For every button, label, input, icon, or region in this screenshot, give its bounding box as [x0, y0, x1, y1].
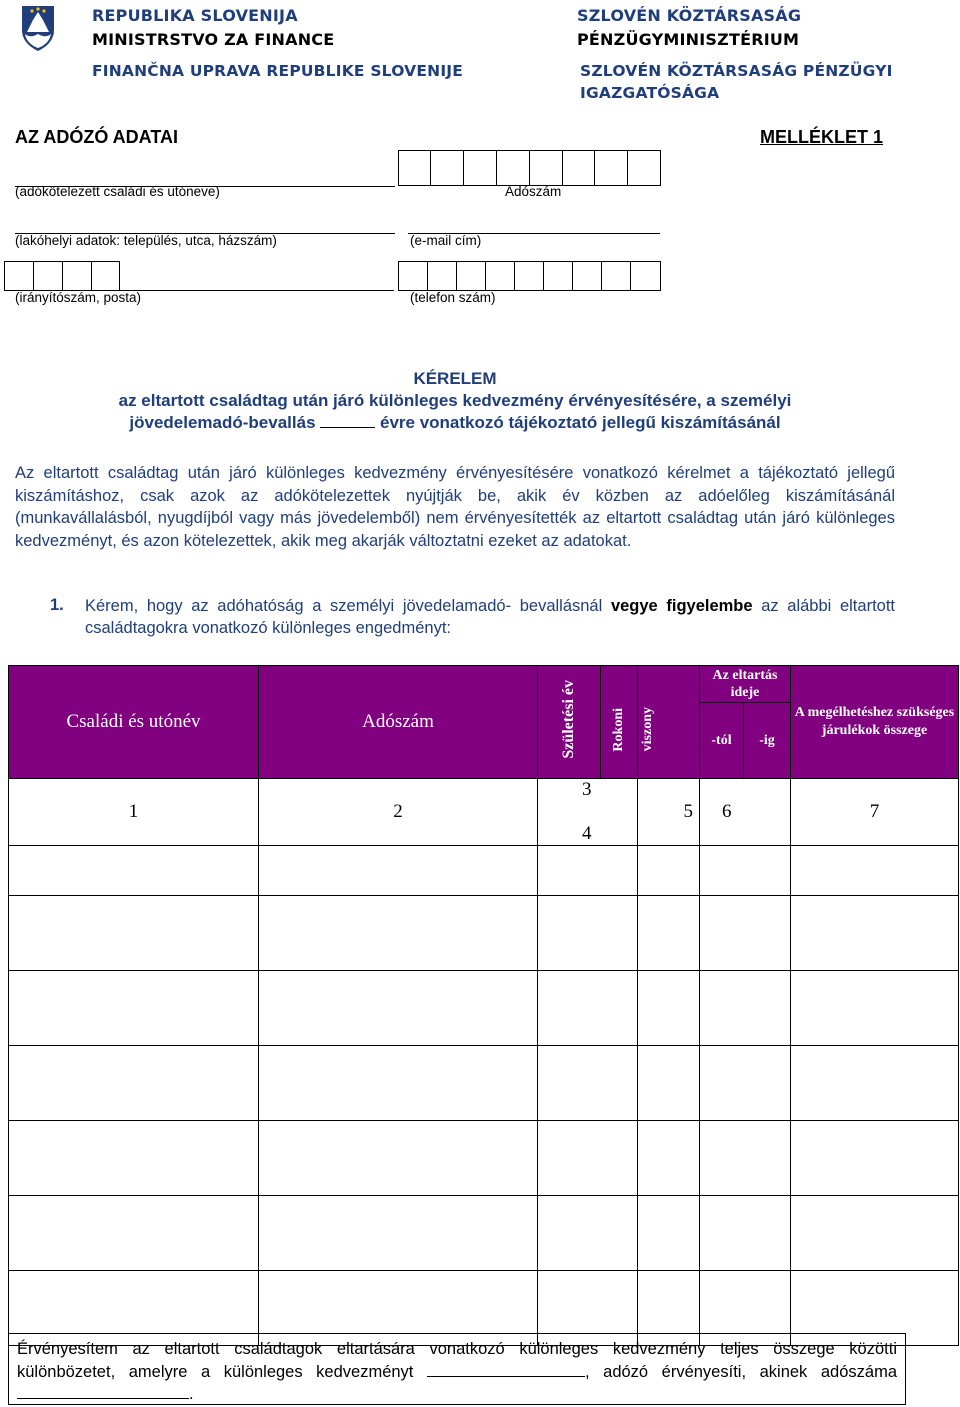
col-relation-header: [601, 666, 638, 779]
col-number-4: 4: [582, 823, 592, 844]
request-title: KÉRELEM: [413, 369, 497, 388]
col-name-header: Családi és utónév: [9, 666, 259, 779]
col-to-header: -ig: [744, 703, 791, 779]
table-row[interactable]: [9, 971, 959, 1046]
post-field[interactable]: [120, 290, 394, 291]
col-relation-label-1: Rokoni: [611, 707, 626, 752]
col-number-7: 7: [791, 779, 959, 846]
address-label: (lakóhelyi adatok: település, utca, házszám): [15, 233, 277, 248]
table-row[interactable]: [9, 846, 959, 896]
slovenia-crest-icon: [20, 4, 56, 52]
footer-box: [8, 1333, 906, 1405]
footer-text-a: Érvényesítem az eltartott családtagok eltartására vonatkozó különleges kedvezmény teljes összege közötti különbözetet, amelyre a különleges kedvezményt: [17, 1340, 897, 1381]
attachment-label: MELLÉKLET 1: [760, 127, 884, 147]
dependents-table: [8, 665, 959, 1346]
tax-number-boxes[interactable]: [398, 150, 661, 186]
request-subtitle-2b: évre vonatkozó tájékoztató jellegű kiszámításánál: [380, 413, 781, 432]
col-birth-header: [538, 666, 601, 779]
footer-text-c: .: [189, 1385, 194, 1403]
header-administration-hu-2: IGAZGATÓSÁGA: [580, 84, 720, 102]
column-numbers-row: [9, 779, 959, 846]
col-number-1: 1: [9, 779, 259, 846]
col-number-3: 3: [582, 779, 592, 800]
header-ministry-hu: PÉNZÜGYMINISZTÉRIUM: [577, 30, 800, 49]
header-administration-hu: SZLOVÉN KÖZTÁRSASÁG PÉNZÜGYI: [580, 62, 893, 80]
col-number-2: 2: [259, 779, 538, 846]
col-number-6: 6: [700, 779, 791, 846]
item-number: 1.: [50, 596, 64, 614]
col-number-5: 5: [638, 779, 700, 846]
phone-boxes[interactable]: [398, 261, 661, 291]
postcode-boxes[interactable]: [4, 261, 120, 291]
recipient-tax-number-field[interactable]: [17, 1384, 189, 1399]
difference-amount-field[interactable]: [427, 1362, 585, 1377]
header-country: REPUBLIKA SLOVENIJA: [92, 6, 298, 25]
header-ministry: MINISTRSTVO ZA FINANCE: [92, 30, 335, 49]
intro-paragraph: Az eltartott családtag után járó különleges kedvezmény érvényesítésére vonatkozó kérelmet a tájékoztató jellegű kiszámításhoz, csak azok az adókötelezettek nyújtják be, akik év közben az adóelőleg kiszámításánál (munkavállalásból, nyugdíjból vagy más jövedelemből) nem érvényesítették az eltartott családtag után járó különleges kedvezményt, és azon kötelezettek, akik meg akarják változtatni ezeket az adatokat.: [15, 464, 895, 550]
request-subtitle-2a: jövedelemadó-bevallás: [129, 413, 316, 432]
header-administration: FINANČNA UPRAVA REPUBLIKE SLOVENIJE: [92, 62, 464, 80]
col-number-3-4: [538, 779, 638, 846]
col-birth-label: Születési év: [560, 680, 577, 759]
footer-text-b: , adózó érvényesíti, akinek adószáma: [584, 1362, 897, 1381]
postcode-label: (irányítószám, posta): [15, 290, 142, 305]
header-country-hu: SZLOVÉN KÖZTÁRSASÁG: [577, 6, 802, 25]
phone-label: (telefon szám): [410, 290, 496, 305]
item-text-b: az alábbi eltartott családtagokra vonatkozó különleges engedményt:: [85, 597, 895, 637]
table-row[interactable]: [9, 1121, 959, 1196]
item-text-a: Kérem, hogy az adóhatóság a személyi jövedelamadó- bevallásnál: [85, 597, 603, 615]
tax-number-label: Adószám: [505, 184, 562, 199]
col-relation-label-2: viszony: [640, 707, 655, 752]
table-row[interactable]: [9, 1046, 959, 1121]
email-label: (e-mail cím): [410, 233, 482, 248]
taxpayer-section-title: AZ ADÓZÓ ADATAI: [15, 127, 178, 147]
request-subtitle-1: az eltartott családtag után járó különleges kedvezmény érvényesítésére, a személyi: [118, 391, 792, 410]
name-label: (adókötelezett családi és utóneve): [15, 184, 220, 199]
col-support-header: Az eltartás ideje: [700, 666, 791, 703]
tax-year-field[interactable]: [320, 414, 375, 428]
col-tax-header: Adószám: [259, 666, 538, 779]
col-from-header: -tól: [700, 703, 744, 779]
item-text: [85, 595, 895, 639]
table-row[interactable]: [9, 1196, 959, 1271]
item-text-bold: vegye figyelembe: [610, 597, 753, 615]
request-subtitle-2: [0, 413, 910, 433]
table-row[interactable]: [9, 896, 959, 971]
col-relation-header-2: [638, 666, 700, 779]
col-amount-header: A megélhetéshez szükséges járulékok összege: [791, 666, 959, 779]
